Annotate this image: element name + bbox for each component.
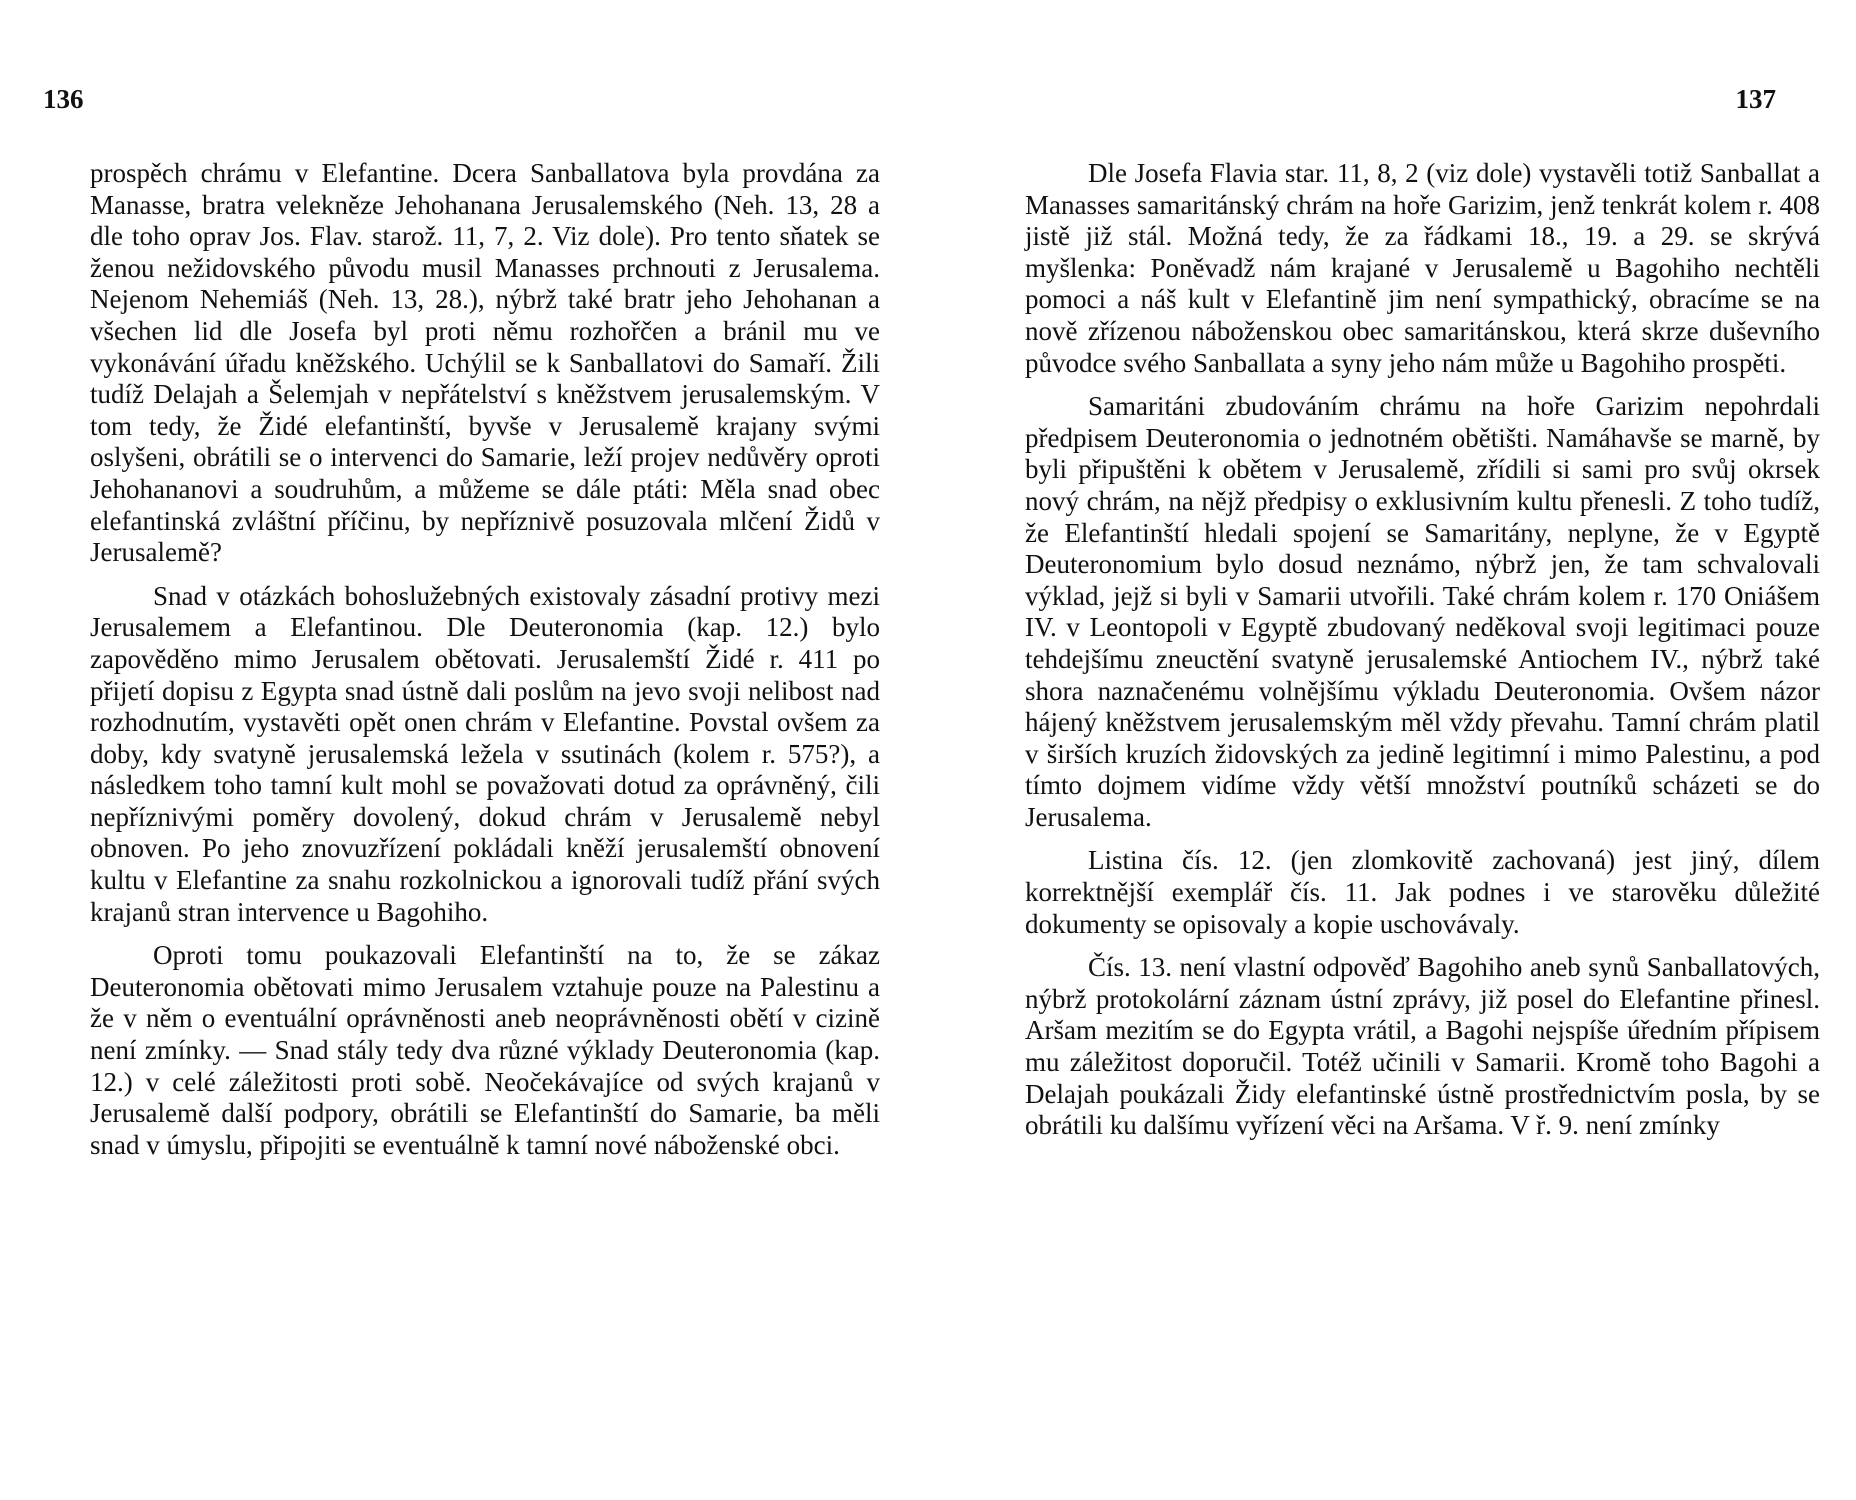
left-paragraph-1: prospěch chrámu v Elefantine. Dcera Sanballatova byla provdána za Manasse, bratra velekněze Jehohanana Jerusalemského (Neh. 13, 28 a dle toho oprav Jos. Flav. starož. 11, 7, 2. Viz dole). Pro tento sňatek se ženou nežidovského původu musil Manasses prchnouti z Jerusalema. Nejenom Nehemiáš (Neh. 13, 28.), nýbrž také bratr jeho Jehohanan a všechen lid dle Josefa byl proti němu rozhořčen a bránil mu ve vykonávání úřadu kněžského. Uchýlil se k Sanballatovi do Samaří. Žili tudíž Delajah a Šelemjah v nepřátelství s kněžstvem jerusalemským. V tom tedy, že Židé elefantinští, byvše v Jerusalemě krajany svými oslyšeni, obrátili se o intervenci do Samarie, leží projev nedůvěry oproti Jehohananovi a soudruhům, a můžeme se dále ptáti: Měla snad obec elefantinská zvláštní příčinu, by nepříznivě posuzovala mlčení Židů v Jerusalemě? [90,158,880,568]
left-paragraph-2: Snad v otázkách bohoslužebných existovaly zásadní protivy mezi Jerusalemem a Elefantinou. Dle Deuteronomia (kap. 12.) bylo zapověděno mimo Jerusalem obětovati. Jerusalemští Židé r. 411 po přijetí dopisu z Egypta snad ústně dali poslům na jevo svoji nelibost nad rozhodnutím, vystavěti opět onen chrám v Elefantine. Povstal ovšem za doby, kdy svatyně jerusalemská ležela v ssutinách (kolem r. 575?), a následkem toho tamní kult mohl se považovati dotud za oprávněný, čili nepříznivými poměry dovolený, dokud chrám v Jerusalemě nebyl obnoven. Po jeho znovuzřízení pokládali kněží jerusalemští obnovení kultu v Elefantine za snahu rozkolnickou a ignorovali tudíž přání svých krajanů stran intervence u Bagohiho. [90,580,880,927]
page-number-right: 137 [1735,84,1776,114]
left-text-column [90,158,880,1173]
right-page [928,0,1856,1500]
right-text-column [1025,158,1820,1154]
right-paragraph-1: Dle Josefa Flavia star. 11, 8, 2 (viz dole) vystavěli totiž Sanballat a Manasses samaritánský chrám na hoře Garizim, jenž tenkrát kolem r. 408 jistě již stál. Možná tedy, že za řádkami 18., 19. a 29. se skrývá myšlenka: Poněvadž nám krajané v Jerusalemě u Bagohiho nechtěli pomoci a náš kult v Elefantině jim není sympathický, obracíme se na nově zřízenou náboženskou obec samaritánskou, která skrze duševního původce svého Sanballata a syny jeho nám může u Bagohiho prospěti. [1025,158,1820,378]
right-paragraph-2: Samaritáni zbudováním chrámu na hoře Garizim nepohrdali předpisem Deuteronomia o jednotném obětišti. Namáhavše se marně, by byli připuštěni k obětem v Jerusalemě, zřídili si sami pro svůj okrsek nový chrám, na nějž předpisy o exklusivním kultu přenesli. Z toho tudíž, že Elefantinští hledali spojení se Samaritány, neplyne, že v Egyptě Deuteronomium bylo dosud neznámo, nýbrž jen, že tam schvalovali výklad, jejž si byli v Samarii utvořili. Také chrám kolem r. 170 Oniášem IV. v Leontopoli v Egyptě zbudovaný neděkoval svoji legitimaci pouze tehdejšímu zneuctění svatyně jerusalemské Antiochem IV., nýbrž také shora naznačenému volnějšímu výkladu Deuteronomia. Ovšem názor hájený kněžstvem jerusalemským měl vždy převahu. Tamní chrám platil v širších kruzích židovských za jedině legitimní i mimo Palestinu, a pod tímto dojmem vidíme vždy větší množství poutníků scházeti se do Jerusalema. [1025,391,1820,832]
left-paragraph-3: Oproti tomu poukazovali Elefantinští na to, že se zákaz Deuteronomia obětovati mimo Jerusalem vztahuje pouze na Palestinu a že v něm o eventuální oprávněnosti aneb neoprávněnosti obětí v cizině není zmínky. — Snad stály tedy dva různé výklady Deuteronomia (kap. 12.) v celé záležitosti proti sobě. Neočekávajíce od svých krajanů v Jerusalemě další podpory, obrátili se Elefantinští do Samarie, ba měli snad v úmyslu, připojiti se eventuálně k tamní nové náboženské obci. [90,940,880,1160]
right-paragraph-4: Čís. 13. není vlastní odpověď Bagohiho aneb synů Sanballatových, nýbrž protokolární záznam ústní zprávy, již posel do Elefantine přinesl. Aršam mezitím se do Egypta vrátil, a Bagohi nejspíše úředním přípisem mu záležitost doporučil. Totéž učinili v Samarii. Kromě toho Bagohi a Delajah poukázali Židy elefantinské ústně prostřednictvím posla, by se obrátili ku dalšímu vyřízení věci na Aršama. V ř. 9. není zmínky [1025,952,1820,1141]
page-number-left: 136 [43,84,84,114]
right-paragraph-3: Listina čís. 12. (jen zlomkovitě zachovaná) jest jiný, dílem korrektnější exemplář čís. 11. Jak podnes i ve starověku důležité dokumenty se opisovaly a kopie uschovávaly. [1025,845,1820,939]
